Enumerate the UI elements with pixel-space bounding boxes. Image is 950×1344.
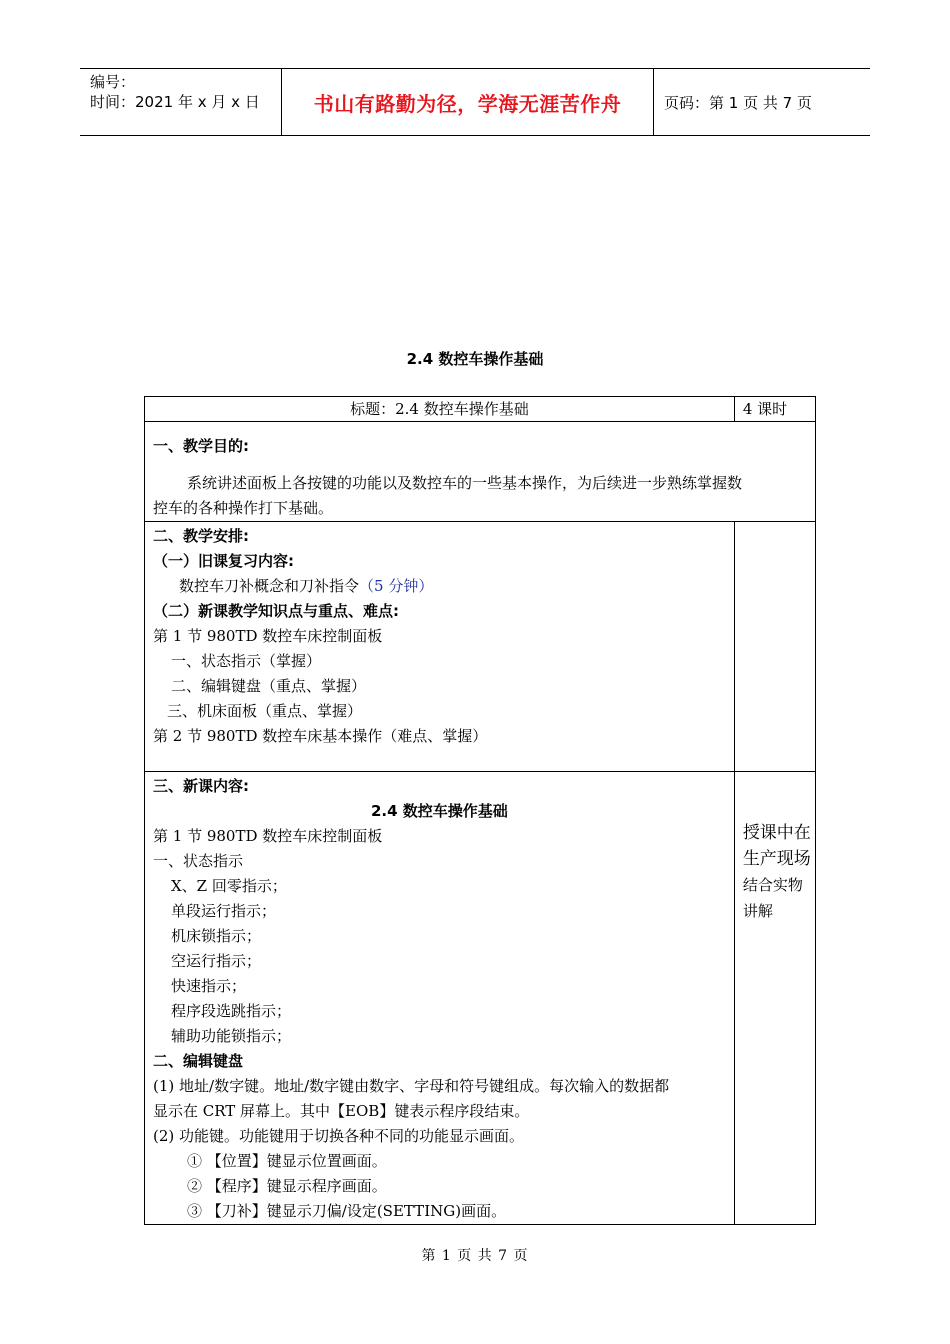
new-knowledge-heading: （二）新课教学知识点与重点、难点: <box>153 602 400 620</box>
status-heading: 一、状态指示 <box>153 852 244 870</box>
status-item: 程序段选跳指示； <box>171 1002 292 1020</box>
review-heading: （一）旧课复习内容: <box>153 552 294 570</box>
plan-item-3: 三、机床面板（重点、掌握） <box>167 702 363 720</box>
teaching-note-cell <box>734 772 815 1225</box>
arrangement-side-cell <box>734 522 815 772</box>
status-item: 快速指示； <box>171 977 247 995</box>
objective-row <box>145 422 816 522</box>
keyboard-heading: 二、编辑键盘 <box>153 1052 244 1070</box>
arrangement-row <box>145 522 816 772</box>
objective-heading: 一、教学目的: <box>153 437 249 455</box>
status-item: 机床锁指示； <box>171 927 262 945</box>
hours-cell: 4 课时 <box>734 397 815 422</box>
review-line <box>153 574 734 599</box>
content-heading: 三、新课内容: <box>153 777 249 795</box>
section2-line: 第 2 节 980TD 数控车床基本操作（难点、掌握） <box>153 727 488 745</box>
teaching-note-line: 讲解 <box>742 902 773 920</box>
number-label: 编号： <box>90 73 136 91</box>
arrangement-heading: 二、教学安排: <box>153 527 249 545</box>
status-item: 单段运行指示； <box>171 902 277 920</box>
review-text: 数控车刀补概念和刀补指令 <box>179 577 360 595</box>
objective-cell <box>145 422 816 522</box>
review-time: （5 分钟） <box>359 577 434 595</box>
teaching-note-line: 结合实物 <box>742 876 803 894</box>
page-header <box>80 68 870 136</box>
teaching-note-line: 授课中在 <box>742 823 811 843</box>
status-item: 空运行指示； <box>171 952 262 970</box>
objective-text-line1: 系统讲述面板上各按键的功能以及数控车的一些基本操作，为后续进一步熟练掌握数 <box>187 474 743 492</box>
content-subtitle: 2.4 数控车操作基础 <box>371 802 508 820</box>
function-key-item: ③ 【刀补】键显示刀偏/设定(SETTING)画面。 <box>187 1202 507 1220</box>
function-key-item: ② 【程序】键显示程序画面。 <box>187 1177 387 1195</box>
header-meta <box>80 69 282 135</box>
content-row <box>145 772 816 1225</box>
status-item: 辅助功能锁指示； <box>171 1027 292 1045</box>
keyboard-line-1: (1) 地址/数字键。地址/数字键由数字、字母和符号键组成。每次输入的数据都 <box>153 1077 670 1095</box>
status-item: X、Z 回零指示； <box>171 877 287 895</box>
arrangement-cell <box>145 522 735 772</box>
content-cell <box>145 772 735 1225</box>
page-footer: 第 1 页 共 7 页 <box>421 1248 529 1264</box>
lesson-plan-table <box>144 396 816 1225</box>
title-row <box>145 397 816 422</box>
header-motto: 书山有路勤为径，学海无涯苦作舟 <box>282 69 654 135</box>
teaching-note-line: 生产现场 <box>742 849 811 869</box>
keyboard-line-2: 显示在 CRT 屏幕上。其中【EOB】键表示程序段结束。 <box>153 1102 530 1120</box>
title-cell: 标题：2.4 数控车操作基础 <box>145 397 735 422</box>
keyboard-line-3: (2) 功能键。功能键用于切换各种不同的功能显示画面。 <box>153 1127 525 1145</box>
function-key-item: ① 【位置】键显示位置画面。 <box>187 1152 387 1170</box>
objective-text-line2: 控车的各种操作打下基础。 <box>153 499 334 517</box>
plan-item-2: 二、编辑键盘（重点、掌握） <box>171 677 367 695</box>
time-label: 时间：2021 年 x 月 x 日 <box>90 93 260 111</box>
header-page-code: 页码：第 1 页 共 7 页 <box>664 93 812 112</box>
content-section1: 第 1 节 980TD 数控车床控制面板 <box>153 827 383 845</box>
plan-item-1: 一、状态指示（掌握） <box>171 652 322 670</box>
section1-line: 第 1 节 980TD 数控车床控制面板 <box>153 627 383 645</box>
document-title: 2.4 数控车操作基础 <box>406 350 544 368</box>
